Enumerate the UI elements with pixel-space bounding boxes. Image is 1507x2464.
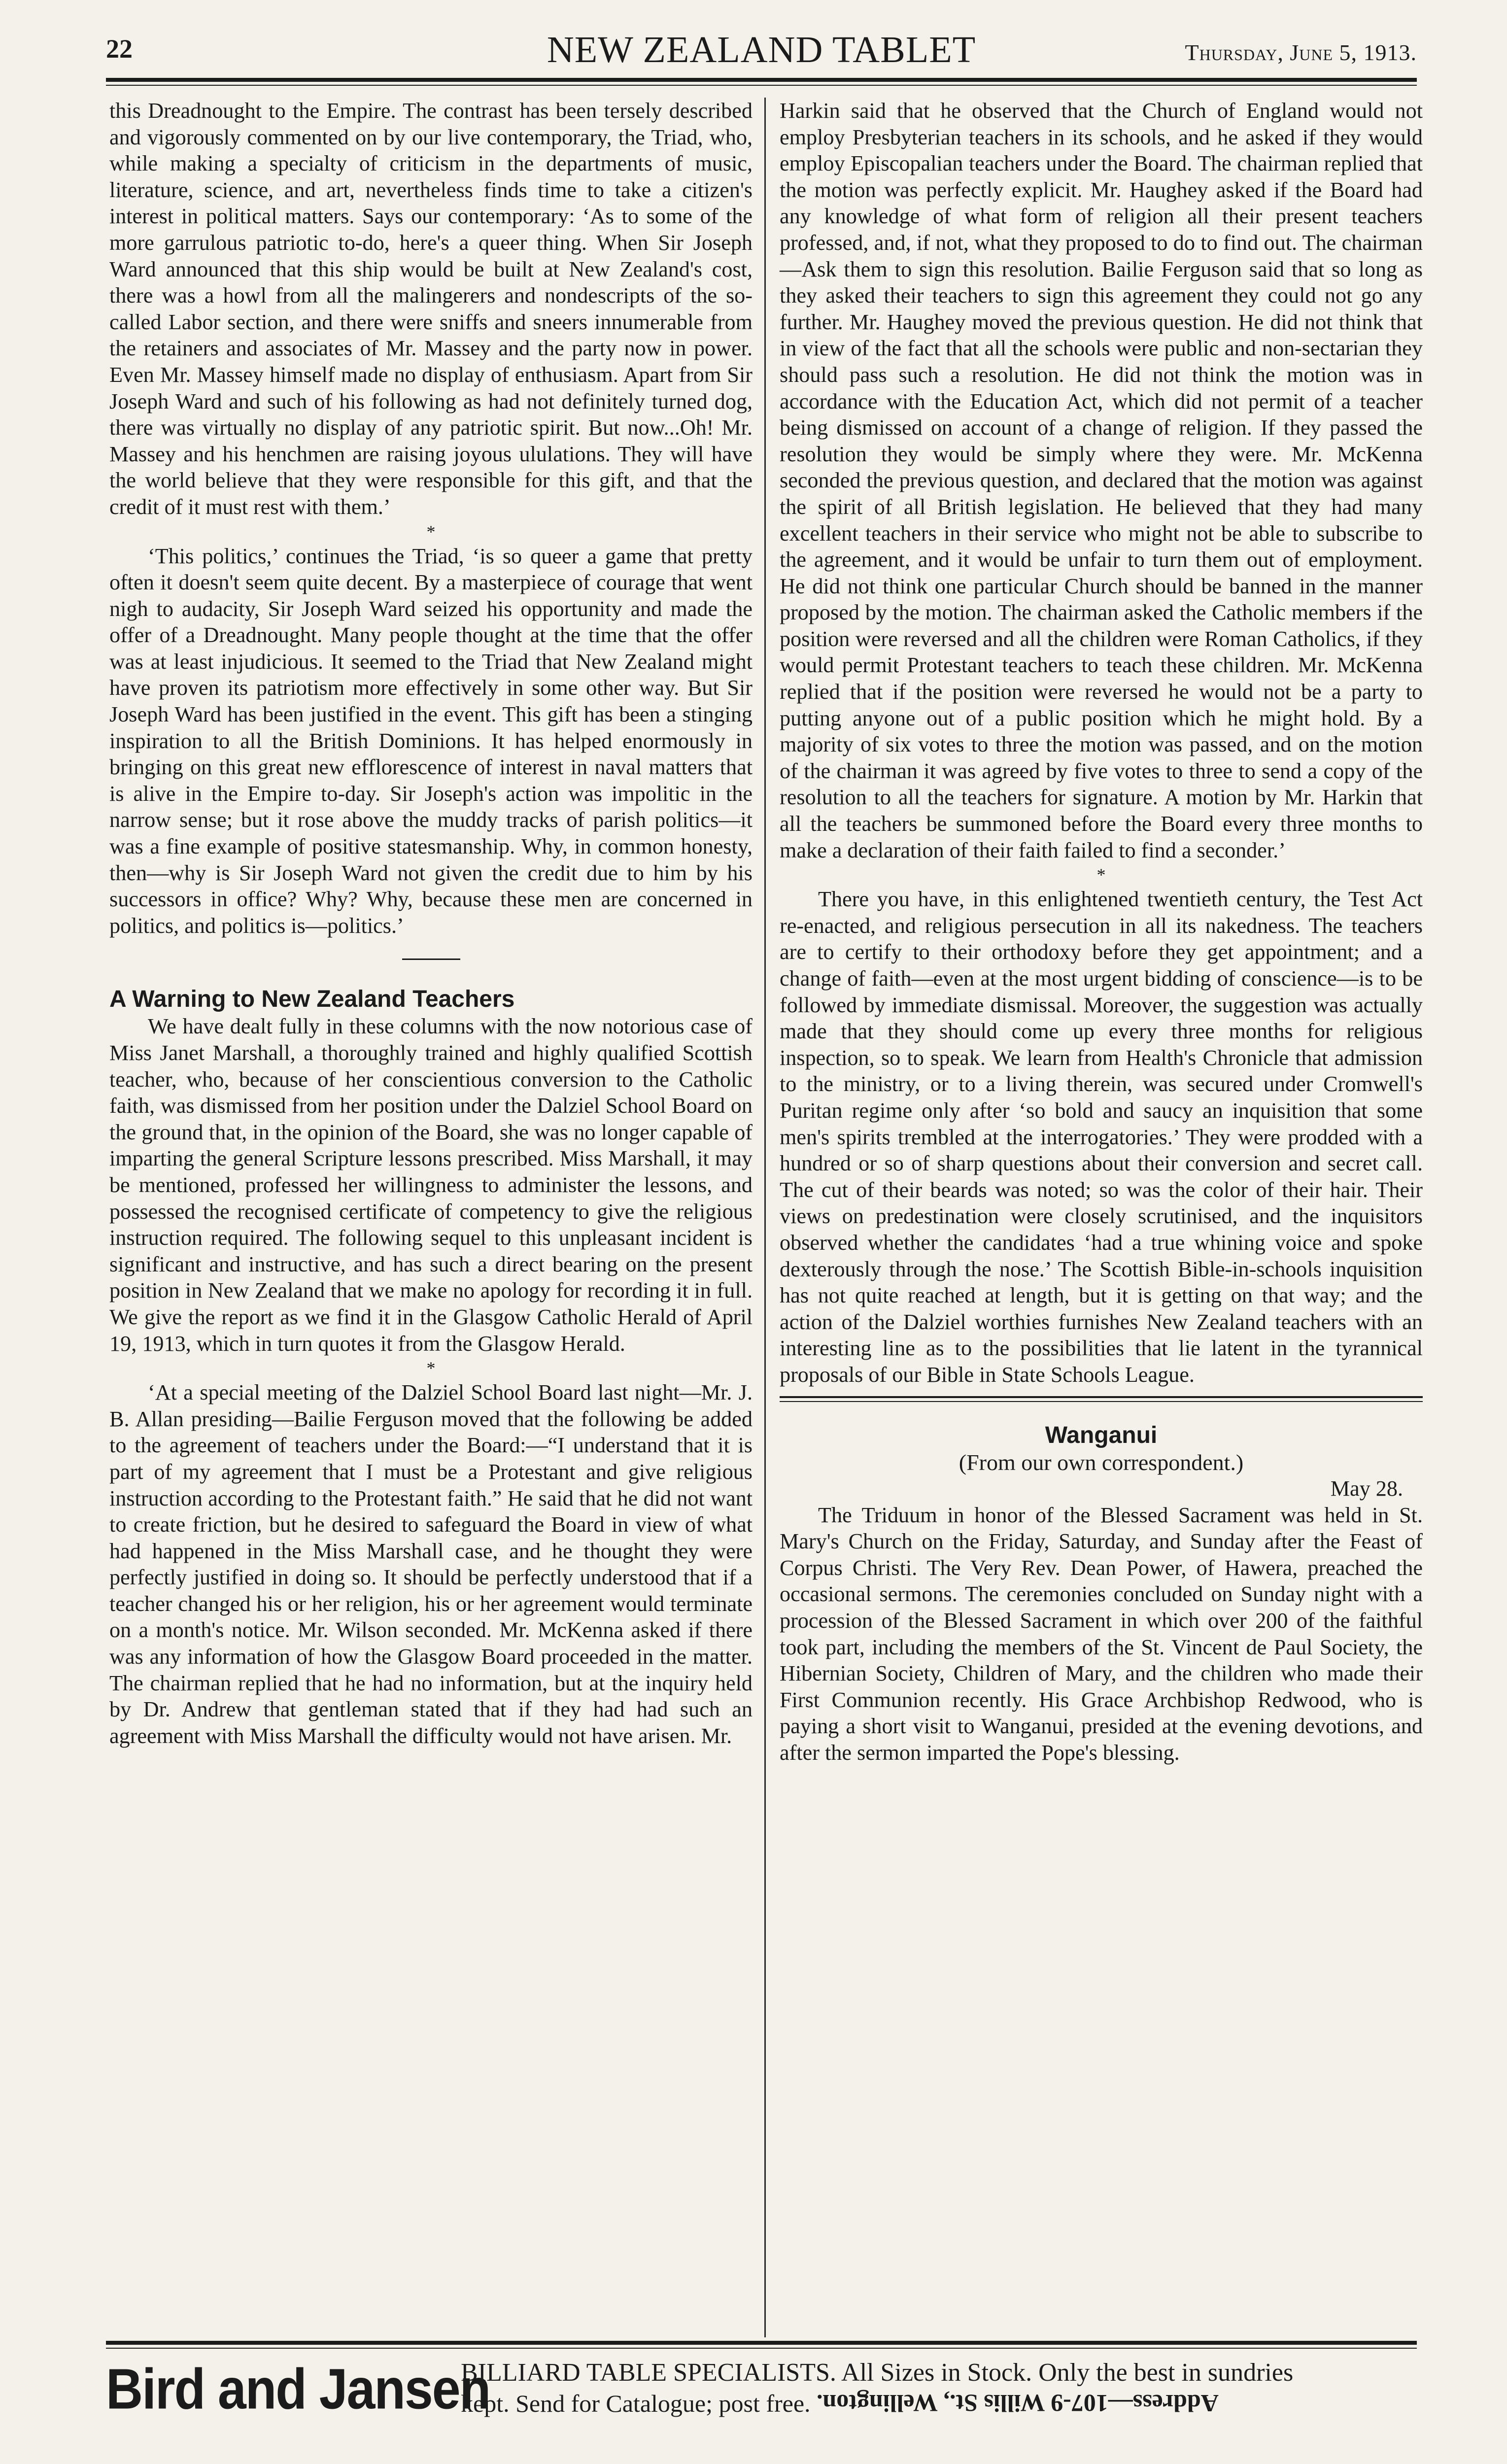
right-column [780,98,1423,1766]
page-number: 22 [106,34,133,64]
article-heading: Wanganui [1045,1422,1158,1448]
ad-text-line-1: BILLIARD TABLE SPECIALISTS. All Sizes in Stock. Only the best in sundries [461,2359,1294,2387]
header-rule [106,78,1417,82]
section-rule [780,1396,1423,1398]
section-star: * [426,521,436,542]
footer-rule-thin [106,2348,1417,2349]
header-rule-thin [106,85,1417,86]
section-rule-thin [780,1401,1423,1402]
section-star: * [426,1358,436,1378]
article-heading: A Warning to New Zealand Teachers [109,986,515,1013]
article-paragraph: ‘This politics,’ continues the Triad, ‘is so queer a game that pretty often it doesn't seem quite decent. By a masterpiece of courage that went nigh to audacity, Sir Joseph Ward seized his opportunity and made the offer of a Dreadnought. Many people thought at the time that the offer was at least injudicious. It seemed to the Triad that New Zealand might have proven its patriotism more effectively in some other way. But Sir Joseph Ward has been justified in the event. This gift has been a stinging inspiration to all the British Dominions. It has helped enormously in bringing on this great new efflorescence of interest in naval matters that is alive in the Empire to-day. Sir Joseph's action was impolitic in the narrow sense; but it rose above the muddy tracks of parish politics—it was a fine example of positive statesmanship. Why, in common honesty, then—why is Sir Joseph Ward not given the credit due to him by his successors in office? Why? Why, because these men are concerned in politics, and politics is—politics.’ [109,544,753,938]
correspondent-line: (From our own correspondent.) [959,1449,1244,1475]
issue-date: Thursday, June 5, 1913. [1185,40,1417,65]
column-divider [764,98,766,2337]
article-paragraph: We have dealt fully in these columns with the now notorious case of Miss Janet Marshall, a thoroughly trained and highly qualified Scottish teacher, who, because of her conscientious conversion to the Catholic faith, was dismissed from her position under the Dalziel School Board on the ground that, in the opinion of the Board, she was no longer capable of imparting the general Scripture lessons prescribed. Miss Marshall, it may be mentioned, professed her willingness to administer the lessons, and possessed the recognised certificate of competency to give the religious instruction required. The following sequel to this unpleasant incident is significant and instructive, and has such a direct bearing on the present position in New Zealand that we make no apology for recording it in full. We give the report as we find it in the Glasgow Catholic Herald of April 19, 1913, which in turn quotes it from the Glasgow Herald. [109,1014,753,1356]
article-paragraph: ‘At a special meeting of the Dalziel School Board last night—Mr. J. B. Allan presiding—Bailie Ferguson moved that the following be added to the agreement of teachers under the Board:—“I understand that it is part of my agreement that I must be a Protestant and give religious instruction according to the Protestant faith.” He said that he did not want to create friction, but he desired to safeguard the Board in view of what had happened in the Miss Marshall case, and he thought they were perfectly justified in doing so. It should be perfectly understood that if a teacher changed his or her religion, his or her agreement would terminate on a month's notice. Mr. Wilson seconded. Mr. McKenna asked if there was any information of how the Glasgow Board proceeded in the matter. The chairman replied that he had no information, but at the inquiry held by Dr. Andrew that gentleman stated that if they had had such an agreement with Miss Marshall the difficulty would not have arisen. Mr. [109,1380,753,1748]
footer-rule [106,2341,1417,2345]
advertisement [106,2353,1417,2427]
dateline: May 28. [1330,1476,1403,1501]
ad-address-inverted: Address—107-9 Willis St., Wellington. [817,2390,1219,2417]
ad-text-line-2 [461,2389,1417,2418]
section-star: * [1096,865,1106,885]
article-paragraph: The Triduum in honor of the Blessed Sacrament was held in St. Mary's Church on the Friday, Saturday, and Sunday after the Feast of Corpus Christi. The Very Rev. Dean Power, of Hawera, preached the occasional sermons. The ceremonies concluded on Sunday night with a procession of the Blessed Sacrament in which over 200 of the faithful took part, including the members of the St. Vincent de Paul Society, the Hibernian Society, Children of Mary, and the children who made their First Communion recently. His Grace Archbishop Redwood, who is paying a short visit to Wanganui, presided at the evening devotions, and after the sermon imparted the Pope's blessing. [780,1503,1423,1765]
article-paragraph: Harkin said that he observed that the Church of England would not employ Presbyterian teachers in its schools, and he asked if they would employ Episcopalian teachers under the Board. The chairman replied that the motion was perfectly explicit. Mr. Haughey asked if the Board had any knowledge of what form of religion all their present teachers professed, and, if not, what they proposed to do to find out. The chairman—Ask them to sign this resolution. Bailie Ferguson said that so long as they asked their teachers to sign this agreement they could not go any further. Mr. Haughey moved the previous question. He did not think that in view of the fact that all the schools were public and non-sectarian they should pass such a resolution. He did not think the motion was in accordance with the Education Act, which did not permit of a teacher being dismissed on account of a change of religion. If they passed the resolution they would be simply where they were. Mr. McKenna seconded the previous question, and declared that the motion was against the spirit of all British legislation. He believed that they had many excellent teachers in their service who might not be able to subscribe to the agreement, and it would be unfair to turn them out of employment. He did not think one particular Church should be banned in the manner proposed by the motion. The chairman asked the Catholic members if the position were reversed and all the children were Roman Catholics, if they would permit Protestant teachers to teach these children. Mr. McKenna replied that if the position were reversed he would not be a party to putting anyone out of a public position which he might hold. By a majority of six votes to three the motion was passed, and on the motion of the chairman it was agreed by five votes to three to send a copy of the resolution to all the teachers for signature. A motion by Mr. Harkin that all the teachers be summoned before the Board every three months to make a declaration of their faith failed to find a seconder.’ [780,99,1423,862]
ad-text: kept. Send for Catalogue; post free. [461,2390,811,2417]
advertiser-name: Bird and Jansen [106,2357,490,2422]
section-divider [402,958,460,960]
left-column [109,98,753,1749]
masthead [106,29,1417,75]
article-paragraph: There you have, in this enlightened twentieth century, the Test Act re-enacted, and religious persecution in all its nakedness. The teachers are to certify to their orthodoxy before they get appointment; and a change of faith—even at the most urgent bidding of conscience—is to be followed by immediate dismissal. Moreover, the suggestion was actually made that they should come up every three months for religious inspection, so to speak. We learn from Health's Chronicle that admission to the ministry, or to a living therein, was secured under Cromwell's Puritan regime only after ‘so bold and saucy an inquisition that some men's spirits trembled at the interrogatories.’ They were prodded with a hundred or so of sharp questions about their conversion and secret call. The cut of their beards was noted; so was the color of their hair. Their views on predestination were closely scrutinised, and the inquisitors observed whether the candidates ‘had a true whining voice and spoke dexterously through the nose.’ The Scottish Bible-in-schools inquisition has not quite reached at length, but it is getting on that way; and the action of the Dalziel worthies furnishes New Zealand teachers with an interesting line as to the possibilities that lie latent in the tyrannical proposals of our Bible in State Schools League. [780,887,1423,1387]
newspaper-title: NEW ZEALAND TABLET [547,29,976,70]
article-paragraph: this Dreadnought to the Empire. The contrast has been tersely described and vigorously commented on by our live contemporary, the Triad, who, while making a specialty of criticism in the departments of music, literature, science, and art, nevertheless finds time to take a citizen's interest in political matters. Says our contemporary: ‘As to some of the more garrulous patriotic to-do, here's a queer thing. When Sir Joseph Ward announced that this ship would be built at New Zealand's cost, there was a howl from all the malingerers and nondescripts of the so-called Labor section, and there were sniffs and sneers innumerable from the retainers and associates of Mr. Massey and the party now in power. Even Mr. Massey himself made no display of enthusiasm. Apart from Sir Joseph Ward and such of his following as had not definitely turned dog, there was virtually no display of any patriotic spirit. But now...Oh! Mr. Massey and his henchmen are raising joyous ululations. They will have the world believe that they were responsible for this gift, and that the credit of it must rest with them.’ [109,99,753,519]
